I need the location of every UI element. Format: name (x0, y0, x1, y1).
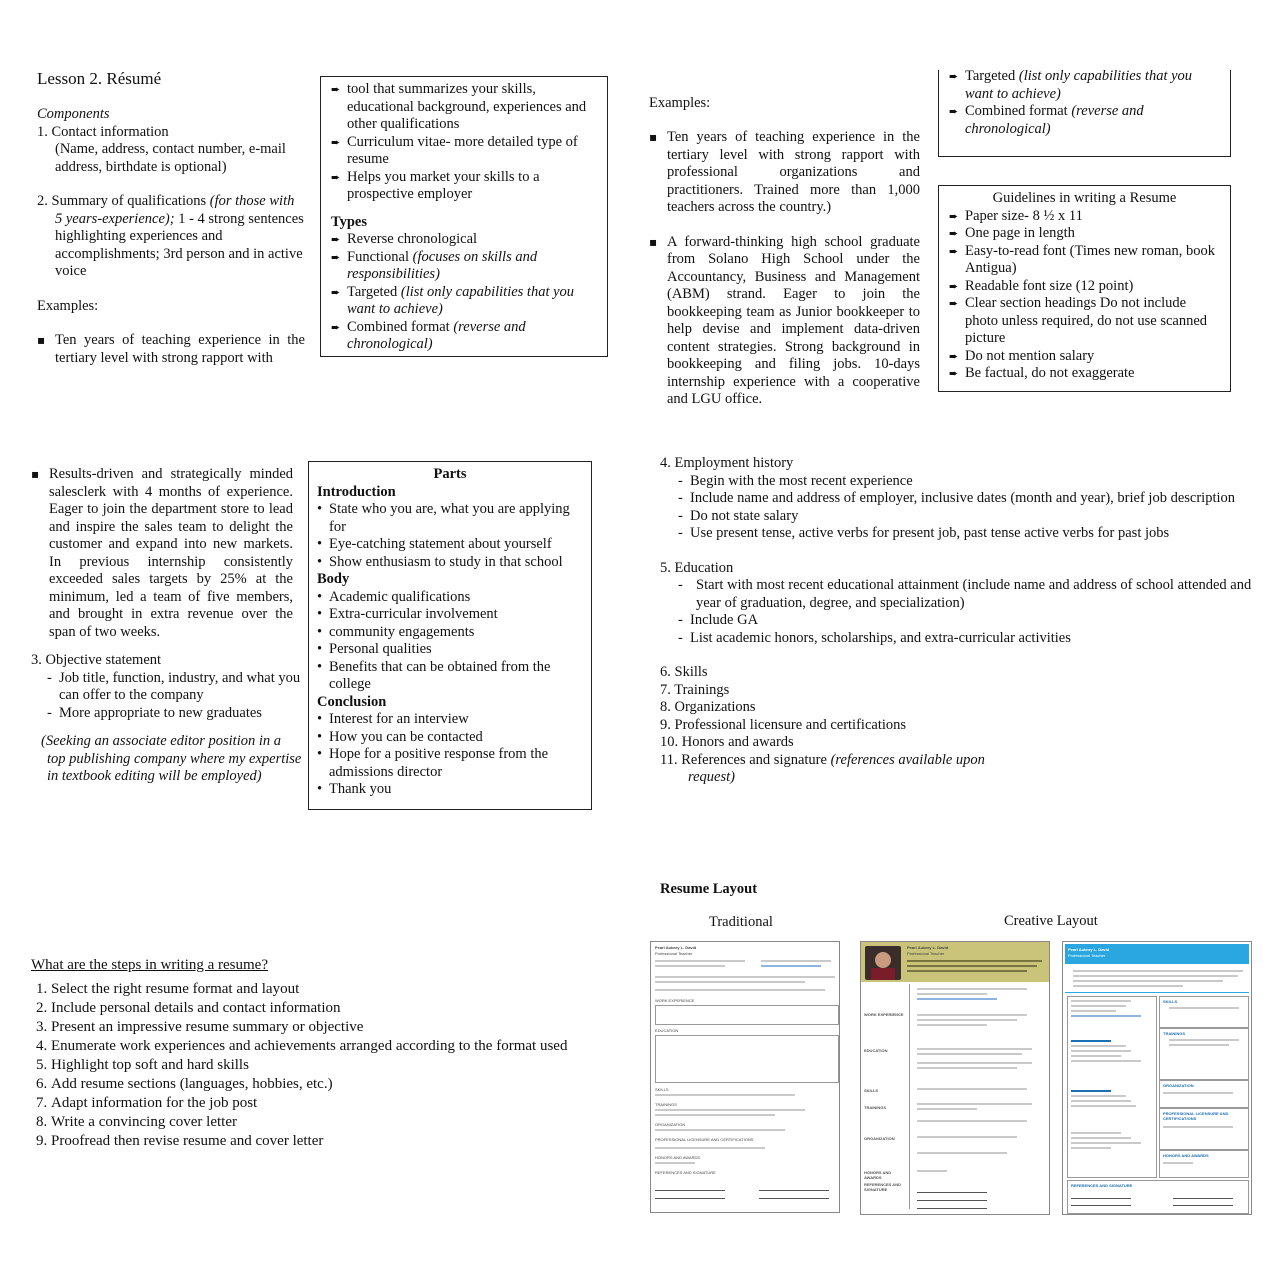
creative-resume-thumbnail-2 (1062, 941, 1252, 1215)
intro-heading: Introduction (317, 483, 396, 500)
step-item: 4. Enumerate work experiences and achievements arranged according to the format used (51, 1037, 631, 1056)
step-item: 1. Select the right resume format and layout (51, 980, 631, 999)
type-item: ➨ Combined format (reverse and chronological) (949, 103, 1220, 138)
body-heading: Body (317, 571, 350, 587)
type-item: ➨ Combined format (reverse and chronological) (331, 319, 597, 354)
contact-info-title: 1. Contact information (37, 123, 169, 140)
sample-heading: REFERENCES AND SIGNATURE (655, 1170, 716, 1175)
body-item: • Academic qualifications (317, 589, 583, 607)
sample-name: Pearl Aubrey L. David (655, 945, 697, 950)
sample-heading: SKILLS (655, 1087, 669, 1092)
steps-question: What are the steps in writing a resume? (31, 957, 268, 973)
intro-item: • Eye-catching statement about yourself (317, 536, 583, 554)
components-section (37, 106, 305, 367)
objective-list (31, 670, 303, 723)
employment-item: - Do not state salary (678, 508, 1270, 526)
definition-item: ➨ tool that summarizes your skills, educational background, experiences and other qualifications (331, 81, 597, 134)
objective-section (31, 652, 303, 786)
definition-item: ➨ Curriculum vitae- more detailed type of resume (331, 134, 597, 169)
section-item: 10. Honors and awards (660, 734, 794, 750)
guideline-item: ➨ Easy-to-read font (Times new roman, book Antigua) (949, 243, 1220, 278)
education-list (660, 577, 1270, 647)
employment-title: 4. Employment history (660, 455, 794, 471)
q2-example-item: ▪ A forward-thinking high school graduate from Solano High School under the Accountancy, Business and Management (ABM) strand. Eager to join the bookkeeping team as Junior bookkeeper to help devise and implement data-driven content strategies. Strong background in bookkeeping and filing jobs. 10-days internship experience with a cooperative and LGU office. (649, 234, 920, 409)
example-list (37, 332, 305, 367)
employment-section (660, 455, 1270, 787)
sample-name: Pearl Aubrey L. David (907, 945, 949, 950)
guidelines-list (949, 208, 1220, 383)
summary-title: 2. Summary of qualifications (37, 193, 207, 209)
sample-heading: ORGANIZATION (864, 1136, 895, 1141)
body-item: • Benefits that can be obtained from the college (317, 659, 583, 694)
traditional-label: Traditional (709, 914, 773, 930)
education-title: 5. Education (660, 559, 734, 576)
q3-example-item: ▪ Results-driven and strategically minded salesclerk with 4 months of experience. Eager to join the department store to lead and inspire the sales team to delight the customer and expand into new markets. In previous internship consistently exceeded sales targets by 25% at the minimum, led a team of five members, and brought in extra revenue over the span of two weeks. (31, 466, 293, 641)
body-item: • Extra-curricular involvement (317, 606, 583, 624)
sample-heading: SKILLS (1163, 999, 1178, 1004)
resume-layout-title: Resume Layout (660, 881, 758, 897)
steps-section (31, 956, 631, 1151)
sample-heading: EDUCATION (655, 1028, 679, 1033)
conclusion-item: • Interest for an interview (317, 711, 583, 729)
guideline-item: ➨ Readable font size (12 point) (949, 278, 1220, 296)
step-item: 2. Include personal details and contact information (51, 999, 631, 1018)
body-list (317, 589, 583, 694)
body-item: • Personal qualities (317, 641, 583, 659)
summary-item (37, 193, 305, 281)
section-item: 9. Professional licensure and certifications (660, 716, 907, 733)
step-item: 5. Highlight top soft and hard skills (51, 1056, 631, 1075)
profile-photo (865, 946, 901, 980)
education-item: - Include GA (678, 612, 1270, 630)
more-sections (660, 664, 1270, 787)
sample-heading: ORGANIZATION (655, 1122, 686, 1127)
types-continued-list (949, 70, 1220, 138)
resume-definition-box (320, 76, 608, 357)
guidelines-box (938, 185, 1231, 392)
sample-heading: HONORS AND AWARDS (864, 1170, 892, 1180)
step-item: 8. Write a convincing cover letter (51, 1113, 631, 1132)
sample-heading: TRAININGS (655, 1102, 677, 1107)
sample-heading: REFERENCES AND SIGNATURE (1071, 1183, 1133, 1188)
objective-item: - Job title, function, industry, and what you can offer to the company (47, 670, 303, 705)
steps-list (31, 980, 631, 1151)
step-item: 7. Adapt information for the job post (51, 1094, 631, 1113)
summary-detail: 1 - 4 strong sentences highlighting experiences and accomplishments; 3rd person and in active voice (55, 210, 304, 279)
employment-item: - Use present tense, active verbs for present job, past tense active verbs for past jobs (678, 525, 1270, 543)
sample-role: Professional Teacher (907, 951, 945, 956)
sample-heading: TRAININGS (1163, 1031, 1185, 1036)
conclusion-item: • Hope for a positive response from the admissions director (317, 746, 583, 781)
step-item: 3. Present an impressive resume summary or objective (51, 1018, 631, 1037)
step-item: 9. Proofread then revise resume and cover letter (51, 1132, 631, 1151)
guideline-item: ➨ Be factual, do not exaggerate (949, 365, 1220, 383)
types-list (331, 231, 597, 354)
type-item: ➨ Targeted (list only capabilities that you want to achieve) (331, 284, 597, 319)
sample-heading: REFERENCES AND SIGNATURE (864, 1182, 901, 1192)
sample-heading: SKILLS (864, 1088, 879, 1093)
components-heading: Components (37, 106, 110, 122)
type-item: ➨ Reverse chronological (331, 231, 597, 249)
employment-item: - Begin with the most recent experience (678, 473, 1270, 491)
q2-examples-label: Examples: (649, 95, 711, 111)
contact-info-detail: (Name, address, contact number, e-mail address, birthdate is optional) (55, 141, 286, 175)
example-partial: ▪ Ten years of teaching experience in the tertiary level with strong rapport with (37, 332, 305, 367)
intro-list (317, 501, 583, 571)
education-item: - Start with most recent educational attainment (include name and address of school attended and year of graduation, degree, and specialization) (678, 577, 1270, 612)
objective-title: 3. Objective statement (31, 652, 162, 668)
examples-label: Examples: (37, 297, 99, 314)
sample-heading: WORK EXPERIENCE (864, 1012, 904, 1017)
parts-title: Parts (433, 466, 467, 482)
sample-role: Professional Teacher (1068, 953, 1106, 958)
education-item: - List academic honors, scholarships, and extra-curricular activities (678, 630, 1270, 648)
sample-heading: HONORS AND AWARDS (1163, 1153, 1209, 1158)
sample-heading: WORK EXPERIENCE (655, 998, 695, 1003)
sample-name: Pearl Aubrey L. David (1068, 947, 1110, 952)
sample-heading: PROFESSIONAL LICENSURE AND CERTIFICATIONS (655, 1137, 754, 1142)
guideline-item: ➨ Clear section headings Do not include photo unless required, do not use scanned picture (949, 295, 1220, 348)
guidelines-title: Guidelines in writing a Resume (992, 190, 1177, 206)
types-heading: Types (331, 213, 367, 230)
step-item: 6. Add resume sections (languages, hobbies, etc.) (51, 1075, 631, 1094)
types-continued-box (938, 70, 1231, 157)
section-item: 7. Trainings (660, 681, 730, 698)
guideline-item: ➨ Paper size- 8 ½ x 11 (949, 208, 1220, 226)
sample-heading: PROFESSIONAL LICENSURE AND CERTIFICATIONS (1163, 1111, 1229, 1121)
intro-item: • State who you are, what you are applying for (317, 501, 583, 536)
traditional-resume-thumbnail (650, 941, 840, 1213)
body-item: • community engagements (317, 624, 583, 642)
intro-item: • Show enthusiasm to study in that school (317, 554, 583, 572)
type-item: ➨ Targeted (list only capabilities that you want to achieve) (949, 70, 1220, 103)
sample-heading: TRAININGS (864, 1105, 886, 1110)
conclusion-item: • How you can be contacted (317, 729, 583, 747)
employment-list (660, 473, 1270, 543)
parts-box (308, 461, 592, 810)
q2-example-item: ▪ Ten years of teaching experience in the tertiary level with strong rapport with professional organizations and practitioners. Trained more than 1,000 teachers across the country.) (649, 129, 920, 217)
lesson-title: Lesson 2. Résumé (37, 69, 162, 88)
objective-item: - More appropriate to new graduates (47, 705, 303, 723)
q3-example-list (31, 466, 293, 641)
sample-heading: HONORS AND AWARDS (655, 1155, 701, 1160)
creative-label: Creative Layout (1004, 913, 1098, 929)
sample-heading: EDUCATION (864, 1048, 888, 1053)
sample-heading: ORGANIZATION (1163, 1083, 1194, 1088)
guideline-item: ➨ One page in length (949, 225, 1220, 243)
section-item: 6. Skills (660, 664, 708, 680)
summary-title-note: (for those with 5 years-experience); (55, 193, 295, 227)
creative-resume-thumbnail-1 (860, 941, 1050, 1215)
conclusion-heading: Conclusion (317, 693, 387, 710)
conclusion-list (317, 711, 583, 799)
employment-item: - Include name and address of employer, inclusive dates (month and year), brief job description (678, 490, 1270, 508)
conclusion-item: • Thank you (317, 781, 583, 799)
q2-example-list (649, 129, 920, 409)
objective-example: (Seeking an associate editor position in a top publishing company where my expertise in textbook editing will be employed) (41, 733, 302, 784)
sample-role: Professional Teacher (655, 951, 693, 956)
guideline-item: ➨ Do not mention salary (949, 348, 1220, 366)
section-item: 8. Organizations (660, 699, 756, 715)
definition-list (331, 81, 597, 204)
definition-item: ➨ Helps you market your skills to a prospective employer (331, 169, 597, 204)
type-item: ➨ Functional (focuses on skills and responsibilities) (331, 249, 597, 284)
section-item: 11. References and signature (references available upon request) (660, 751, 985, 785)
